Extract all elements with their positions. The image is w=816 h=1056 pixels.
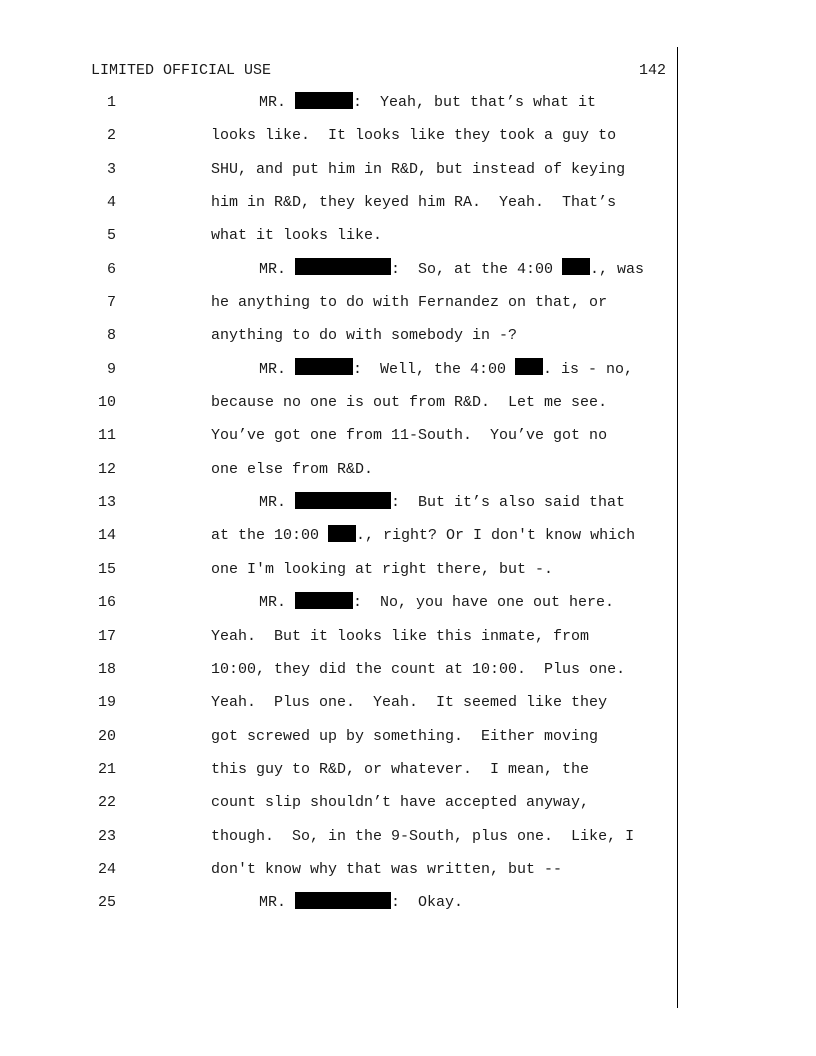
line-number: 14 [97, 527, 116, 545]
transcript-line [0, 486, 676, 519]
line-number: 25 [97, 894, 116, 912]
redaction-box [295, 592, 353, 609]
line-text [259, 253, 644, 286]
text-segment: though. So, in the 9-South, plus one. Like, I [211, 827, 635, 845]
line-text [211, 853, 562, 886]
transcript-line [0, 553, 676, 586]
text-segment: MR. [259, 260, 296, 278]
text-segment: MR. [259, 94, 296, 111]
line-number: 11 [97, 427, 116, 445]
transcript-line [0, 786, 676, 819]
right-margin-rule [677, 47, 678, 1008]
line-number: 21 [97, 760, 116, 778]
text-segment: : But it’s also said that [391, 494, 626, 512]
text-segment: got screwed up by something. Either moving [211, 727, 599, 745]
transcript-line [0, 186, 676, 219]
text-segment: MR. [259, 494, 296, 512]
line-number: 22 [97, 794, 116, 812]
line-number: 15 [97, 560, 116, 578]
text-segment: count slip shouldn’t have accepted anyway, [211, 794, 590, 812]
text-segment: him in R&D, they keyed him RA. Yeah. That’s [211, 194, 617, 212]
text-segment: at the 10:00 [211, 527, 329, 545]
transcript-line [0, 119, 676, 152]
page-number: 142 [638, 62, 666, 79]
transcript-body [0, 86, 676, 920]
transcript-line [0, 686, 676, 719]
line-number: 23 [97, 827, 116, 845]
transcript-line [0, 253, 676, 286]
line-text [211, 386, 607, 419]
line-number: 17 [97, 627, 116, 645]
transcript-line [0, 453, 676, 486]
transcript-line [0, 853, 676, 886]
text-segment: looks like. It looks like they took a guy to [211, 127, 617, 145]
text-segment: MR. [259, 360, 296, 378]
transcript-line [0, 753, 676, 786]
transcript-line [0, 86, 676, 119]
line-text [211, 753, 589, 786]
line-text [211, 519, 635, 552]
classification-label: LIMITED OFFICIAL USE [91, 62, 272, 79]
line-number: 18 [97, 660, 116, 678]
redaction-box [562, 258, 590, 275]
line-number: 8 [106, 327, 116, 345]
transcript-line [0, 219, 676, 252]
transcript-line [0, 319, 676, 352]
line-number: 2 [106, 127, 116, 145]
line-text [259, 586, 614, 619]
transcript-line [0, 419, 676, 452]
line-number: 7 [106, 294, 116, 312]
line-text [211, 553, 553, 586]
line-text [211, 653, 625, 686]
text-segment: one I'm looking at right there, but -. [211, 560, 554, 578]
line-text [211, 686, 607, 719]
text-segment: anything to do with somebody in -? [211, 327, 518, 345]
text-segment: because no one is out from R&D. Let me see. [211, 394, 608, 412]
redaction-box [295, 358, 353, 375]
line-text [211, 453, 373, 486]
redaction-box [515, 358, 543, 375]
text-segment: You’ve got one from 11-South. You’ve got no [211, 427, 608, 445]
transcript-line [0, 286, 676, 319]
line-text [211, 620, 589, 653]
text-segment: : So, at the 4:00 [391, 260, 563, 278]
line-number: 20 [97, 727, 116, 745]
redaction-box [295, 258, 391, 275]
text-segment: MR. [259, 594, 296, 612]
transcript-line [0, 653, 676, 686]
text-segment: . is - no, [543, 360, 634, 378]
line-number: 13 [97, 494, 116, 512]
transcript-line [0, 586, 676, 619]
text-segment: 10:00, they did the count at 10:00. Plus one. [211, 660, 626, 678]
line-text [211, 720, 598, 753]
transcript-line [0, 353, 676, 386]
text-segment: : Yeah, but that’s what it [353, 94, 597, 111]
line-text [211, 419, 607, 452]
text-segment: he anything to do with Fernandez on that, or [211, 294, 608, 312]
line-number: 9 [106, 360, 116, 378]
text-segment: ., right? Or I don't know which [356, 527, 636, 545]
line-text [259, 486, 625, 519]
text-segment: this guy to R&D, or whatever. I mean, the [211, 760, 590, 778]
redaction-box [328, 525, 356, 542]
line-text [259, 86, 596, 119]
line-number: 5 [106, 227, 116, 245]
line-text [259, 353, 633, 386]
transcript-line [0, 886, 676, 919]
line-number: 10 [97, 394, 116, 412]
text-segment: SHU, and put him in R&D, but instead of keying [211, 160, 626, 178]
transcript-line [0, 153, 676, 186]
line-text [211, 319, 517, 352]
text-segment: one else from R&D. [211, 460, 374, 478]
line-text [259, 886, 463, 919]
text-segment: ., was [590, 260, 645, 278]
transcript-line [0, 820, 676, 853]
redaction-box [295, 92, 353, 109]
line-number: 24 [97, 860, 116, 878]
line-text [211, 286, 607, 319]
text-segment: Yeah. Plus one. Yeah. It seemed like they [211, 694, 608, 712]
text-segment: : Okay. [391, 894, 464, 912]
transcript-line [0, 620, 676, 653]
text-segment: what it looks like. [211, 227, 383, 245]
line-number: 19 [97, 694, 116, 712]
line-number: 12 [97, 460, 116, 478]
line-text [211, 186, 616, 219]
transcript-line [0, 386, 676, 419]
text-segment: : No, you have one out here. [353, 594, 615, 612]
redaction-box [295, 492, 391, 509]
line-text [211, 153, 625, 186]
transcript-line [0, 519, 676, 552]
text-segment: MR. [259, 894, 296, 912]
line-text [211, 820, 634, 853]
line-number: 6 [106, 260, 116, 278]
line-text [211, 219, 382, 252]
line-number: 16 [97, 594, 116, 612]
line-text [211, 786, 589, 819]
line-number: 4 [106, 194, 116, 212]
line-number: 1 [106, 94, 116, 111]
text-segment: Yeah. But it looks like this inmate, from [211, 627, 590, 645]
line-number: 3 [106, 160, 116, 178]
text-segment: : Well, the 4:00 [353, 360, 516, 378]
transcript-line [0, 720, 676, 753]
line-text [211, 119, 616, 152]
text-segment: don't know why that was written, but -- [211, 860, 563, 878]
redaction-box [295, 892, 391, 909]
